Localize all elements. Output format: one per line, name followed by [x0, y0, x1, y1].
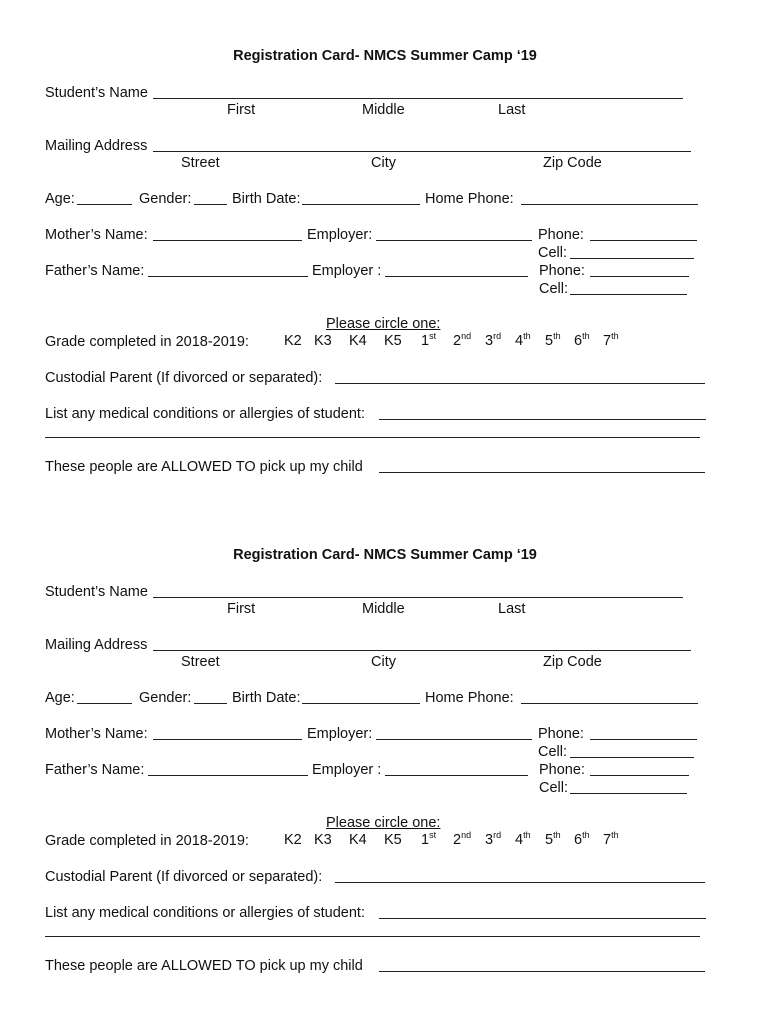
- medical-conditions-field-line-2[interactable]: [45, 936, 700, 937]
- grade-option-k4[interactable]: K4: [349, 832, 367, 848]
- grade-option-2nd[interactable]: 2nd: [453, 830, 472, 848]
- age-label: Age:: [45, 690, 75, 706]
- fathers-name-label: Father’s Name:: [45, 263, 145, 279]
- grade-option-4th[interactable]: 4th: [515, 830, 531, 848]
- street-sublabel: Street: [181, 654, 220, 670]
- grade-option-5th[interactable]: 5th: [545, 830, 561, 848]
- mothers-name-field[interactable]: [153, 739, 302, 740]
- father-phone-field[interactable]: [590, 775, 689, 776]
- mother-phone-label: Phone:: [538, 726, 584, 742]
- student-name-label: Student’s Name: [45, 85, 148, 101]
- grade-option-k3[interactable]: K3: [314, 333, 332, 349]
- circle-instruction: Please circle one:: [326, 815, 441, 831]
- grade-option-1st[interactable]: 1st: [421, 331, 437, 349]
- mother-cell-field[interactable]: [570, 757, 694, 758]
- student-name-field[interactable]: [153, 597, 683, 598]
- father-employer-field[interactable]: [385, 276, 528, 277]
- grade-option-k4[interactable]: K4: [349, 333, 367, 349]
- custodial-parent-label: Custodial Parent (If divorced or separated):: [45, 869, 323, 885]
- gender-label: Gender:: [139, 690, 192, 706]
- medical-conditions-label: List any medical conditions or allergies of student:: [45, 406, 365, 422]
- allowed-pickup-field[interactable]: [379, 971, 705, 972]
- gender-field[interactable]: [194, 703, 227, 704]
- middle-name-sublabel: Middle: [362, 601, 405, 617]
- grade-label: Grade completed in 2018-2019:: [45, 334, 249, 350]
- mother-cell-field[interactable]: [570, 258, 694, 259]
- allowed-pickup-label: These people are ALLOWED TO pick up my child: [45, 958, 363, 974]
- mother-phone-label: Phone:: [538, 227, 584, 243]
- custodial-parent-field[interactable]: [335, 383, 705, 384]
- mother-employer-label: Employer:: [307, 726, 373, 742]
- last-name-sublabel: Last: [498, 601, 526, 617]
- grade-label: Grade completed in 2018-2019:: [45, 833, 249, 849]
- home-phone-label: Home Phone:: [425, 191, 514, 207]
- custodial-parent-label: Custodial Parent (If divorced or separated):: [45, 370, 323, 386]
- father-phone-label: Phone:: [539, 263, 585, 279]
- grade-option-6th[interactable]: 6th: [574, 830, 590, 848]
- mother-phone-field[interactable]: [590, 240, 697, 241]
- card-title: Registration Card- NMCS Summer Camp ‘19: [233, 48, 537, 64]
- mailing-address-field[interactable]: [153, 151, 691, 152]
- card-title: Registration Card- NMCS Summer Camp ‘19: [233, 547, 537, 563]
- zip-code-sublabel: Zip Code: [543, 654, 602, 670]
- grade-option-4th[interactable]: 4th: [515, 331, 531, 349]
- mother-cell-label: Cell:: [538, 744, 568, 760]
- medical-conditions-field[interactable]: [379, 918, 706, 919]
- grade-option-6th[interactable]: 6th: [574, 331, 590, 349]
- father-employer-label: Employer :: [312, 762, 382, 778]
- fathers-name-field[interactable]: [148, 775, 308, 776]
- medical-conditions-field-line-2[interactable]: [45, 437, 700, 438]
- middle-name-sublabel: Middle: [362, 102, 405, 118]
- allowed-pickup-label: These people are ALLOWED TO pick up my child: [45, 459, 363, 475]
- grade-option-k5[interactable]: K5: [384, 333, 402, 349]
- gender-field[interactable]: [194, 204, 227, 205]
- father-phone-field[interactable]: [590, 276, 689, 277]
- grade-option-1st[interactable]: 1st: [421, 830, 437, 848]
- mother-employer-label: Employer:: [307, 227, 373, 243]
- registration-card-2: [0, 499, 770, 999]
- grade-option-k5[interactable]: K5: [384, 832, 402, 848]
- grade-option-k2[interactable]: K2: [284, 333, 302, 349]
- birth-date-label: Birth Date:: [232, 191, 301, 207]
- mothers-name-field[interactable]: [153, 240, 302, 241]
- mother-employer-field[interactable]: [376, 240, 532, 241]
- father-cell-label: Cell:: [539, 281, 569, 297]
- grade-option-7th[interactable]: 7th: [603, 331, 619, 349]
- zip-code-sublabel: Zip Code: [543, 155, 602, 171]
- registration-card-1: [0, 0, 770, 500]
- father-phone-label: Phone:: [539, 762, 585, 778]
- grade-option-3rd[interactable]: 3rd: [485, 331, 502, 349]
- home-phone-field[interactable]: [521, 204, 698, 205]
- circle-instruction: Please circle one:: [326, 316, 441, 332]
- age-field[interactable]: [77, 703, 132, 704]
- fathers-name-field[interactable]: [148, 276, 308, 277]
- birth-date-label: Birth Date:: [232, 690, 301, 706]
- grade-option-3rd[interactable]: 3rd: [485, 830, 502, 848]
- custodial-parent-field[interactable]: [335, 882, 705, 883]
- city-sublabel: City: [371, 654, 396, 670]
- first-name-sublabel: First: [227, 601, 256, 617]
- mother-cell-label: Cell:: [538, 245, 568, 261]
- mother-employer-field[interactable]: [376, 739, 532, 740]
- city-sublabel: City: [371, 155, 396, 171]
- father-cell-field[interactable]: [570, 294, 687, 295]
- mothers-name-label: Mother’s Name:: [45, 227, 148, 243]
- student-name-field[interactable]: [153, 98, 683, 99]
- mailing-address-label: Mailing Address: [45, 637, 148, 653]
- father-cell-field[interactable]: [570, 793, 687, 794]
- grade-option-2nd[interactable]: 2nd: [453, 331, 472, 349]
- first-name-sublabel: First: [227, 102, 256, 118]
- medical-conditions-label: List any medical conditions or allergies of student:: [45, 905, 365, 921]
- mailing-address-label: Mailing Address: [45, 138, 148, 154]
- birth-date-field[interactable]: [302, 703, 420, 704]
- mother-phone-field[interactable]: [590, 739, 697, 740]
- allowed-pickup-field[interactable]: [379, 472, 705, 473]
- birth-date-field[interactable]: [302, 204, 420, 205]
- gender-label: Gender:: [139, 191, 192, 207]
- mothers-name-label: Mother’s Name:: [45, 726, 148, 742]
- grade-option-k3[interactable]: K3: [314, 832, 332, 848]
- grade-option-7th[interactable]: 7th: [603, 830, 619, 848]
- home-phone-field[interactable]: [521, 703, 698, 704]
- fathers-name-label: Father’s Name:: [45, 762, 145, 778]
- age-label: Age:: [45, 191, 75, 207]
- grade-option-5th[interactable]: 5th: [545, 331, 561, 349]
- father-employer-field[interactable]: [385, 775, 528, 776]
- grade-option-k2[interactable]: K2: [284, 832, 302, 848]
- father-cell-label: Cell:: [539, 780, 569, 796]
- student-name-label: Student’s Name: [45, 584, 148, 600]
- mailing-address-field[interactable]: [153, 650, 691, 651]
- medical-conditions-field[interactable]: [379, 419, 706, 420]
- father-employer-label: Employer :: [312, 263, 382, 279]
- street-sublabel: Street: [181, 155, 220, 171]
- home-phone-label: Home Phone:: [425, 690, 514, 706]
- last-name-sublabel: Last: [498, 102, 526, 118]
- age-field[interactable]: [77, 204, 132, 205]
